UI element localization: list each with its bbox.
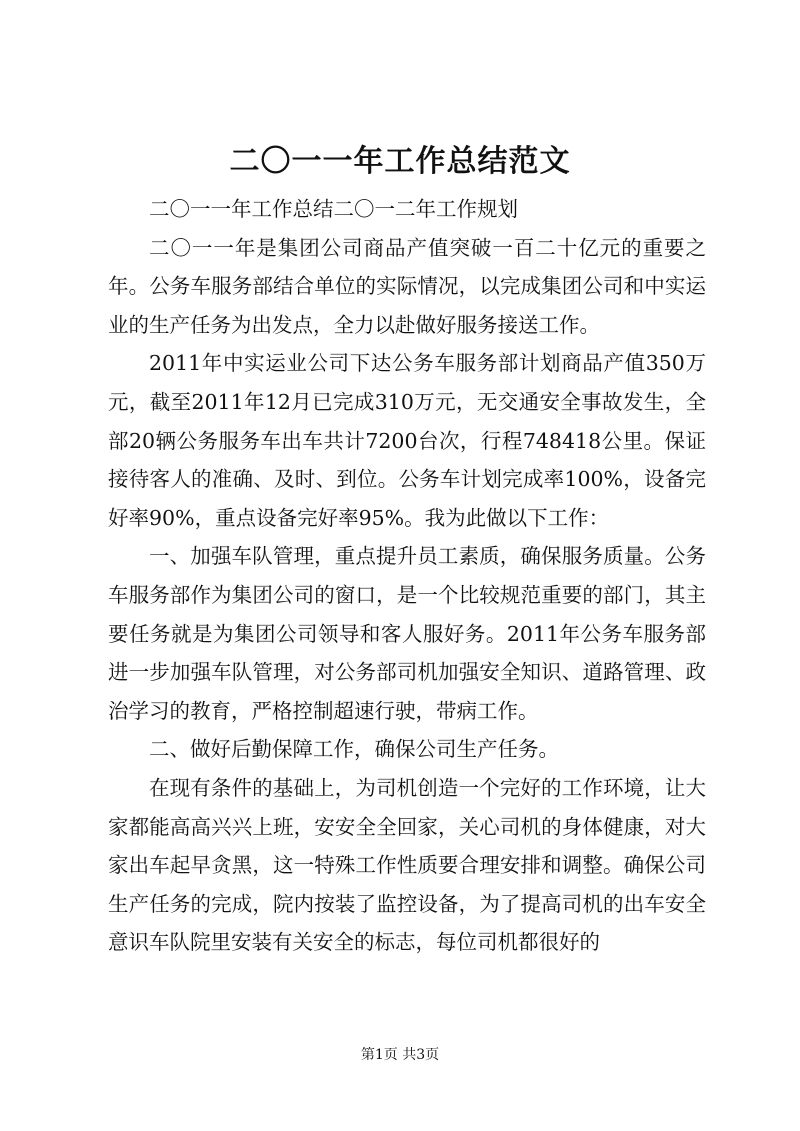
page-number-footer: 第1页 共3页 [360,1047,440,1063]
paragraph-intro: 二〇一一年是集团公司商品产值突破一百二十亿元的重要之年。公务车服务部结合单位的实际情况，以完成集团公司和中实运业的生产任务为出发点，全力以赴做好服务接送工作。 [108,235,706,337]
document-body [108,190,706,962]
paragraph-subtitle: 二〇一一年工作总结二〇一二年工作规划 [149,197,518,221]
paragraph-section-one: 一、加强车队管理，重点提升员工素质，确保服务质量。公务车服务部作为集团公司的窗口，是一个比较规范重要的部门，其主要任务就是为集团公司领导和客人服好务。2011年公务车服务部进一步加强车队管理，对公务部司机加强安全知识、道路管理、政治学习的教育，严格控制超速行驶，带病工作。 [108,544,706,723]
paragraph-section-two-body: 在现有条件的基础上，为司机创造一个完好的工作环境，让大家都能高高兴兴上班，安安全全回家，关心司机的身体健康，对大家出车起早贪黑，这一特殊工作性质要合理安排和调整。确保公司生产任务的完成，院内按装了监控设备，为了提高司机的出车安全意识车队院里安装有关安全的标志，每位司机都很好的 [108,775,706,955]
document-title: 二〇一一年工作总结范文 [229,144,571,179]
paragraph-statistics: 2011年中实运业公司下达公务车服务部计划商品产值350万元，截至2011年12月已完成310万元，无交通安全事故发生，全部20辆公务服务车出车共计7200台次，行程748418公里。保证接待客人的准确、及时、到位。公务车计划完成率100%，设备完好率90%，重点设备完好率95%。我为此做以下工作： [108,351,706,530]
paragraph-section-two-heading: 二、做好后勤保障工作，确保公司生产任务。 [149,737,559,762]
